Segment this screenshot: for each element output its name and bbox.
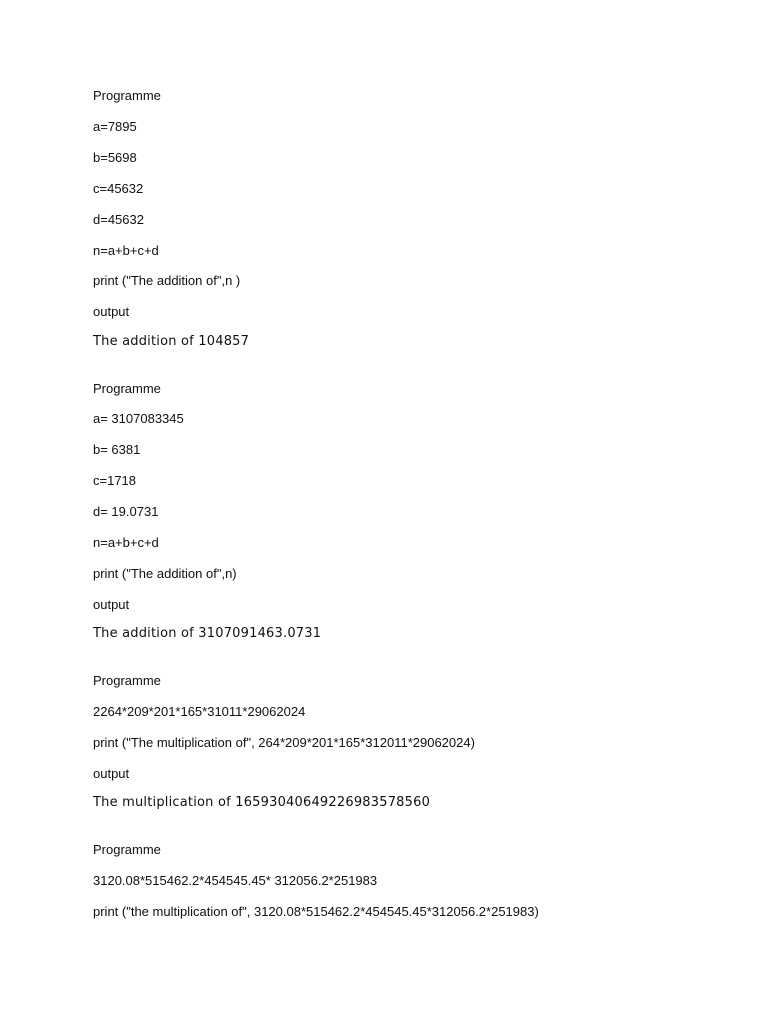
code-line: print ("the multiplication of", 3120.08*515462.2*454545.45*312056.2*251983) [93,904,539,919]
output-heading: output [93,766,130,781]
code-line: print ("The addition of",n ) [93,273,241,288]
code-line: n=a+b+c+d [93,535,159,550]
code-line: print ("The addition of",n) [93,566,237,581]
programme-heading: Programme [93,842,161,857]
code-line: n=a+b+c+d [93,243,159,258]
code-line: b= 6381 [93,442,141,457]
programme-heading: Programme [93,673,161,688]
programme-heading: Programme [93,88,161,103]
code-line: 2264*209*201*165*31011*29062024 [93,704,306,719]
code-line: c=1718 [93,473,137,488]
code-line: print ("The multiplication of", 264*209*201*165*312011*29062024) [93,735,475,750]
code-line: a=7895 [93,119,137,134]
output-heading: output [93,304,130,319]
output-heading: output [93,597,130,612]
code-line: c=45632 [93,181,144,196]
code-line: 3120.08*515462.2*454545.45* 312056.2*251983 [93,873,378,888]
code-line: a= 3107083345 [93,411,184,426]
code-line: b=5698 [93,150,137,165]
output-result: The addition of 3107091463.0731 [93,626,322,641]
code-line: d= 19.0731 [93,504,159,519]
programme-heading: Programme [93,381,161,396]
code-line: d=45632 [93,212,144,227]
output-result: The multiplication of 16593040649226983578560 [93,795,431,810]
output-result: The addition of 104857 [93,334,250,349]
